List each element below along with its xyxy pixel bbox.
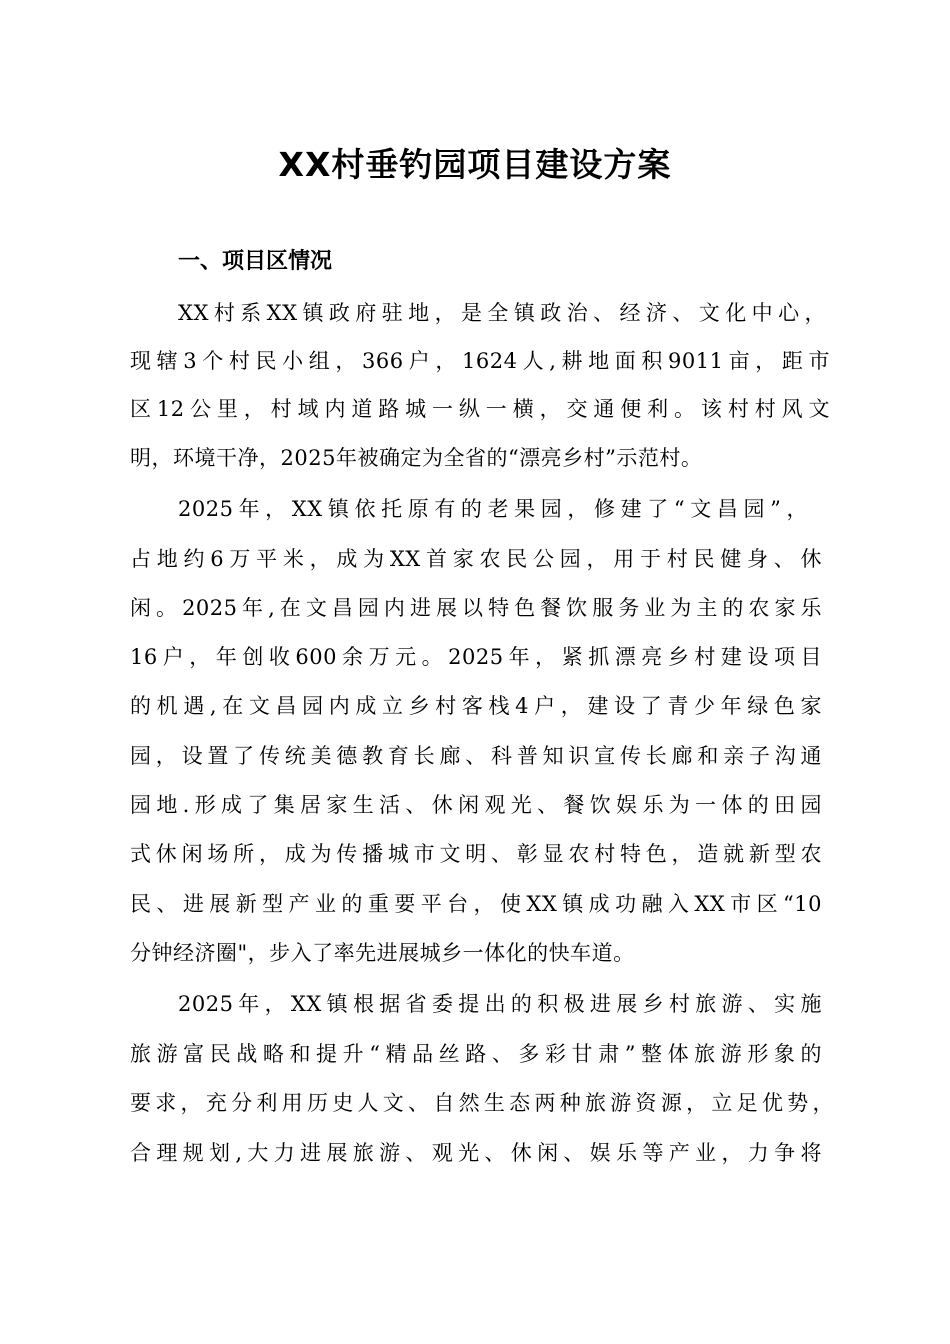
- paragraph-line: 占地约6万平米，成为XX首家农民公园，用于村民健身、休: [130, 547, 822, 571]
- paragraph-line: 的机遇,在文昌园内成立乡村客栈4户，建设了青少年绿色家: [130, 694, 822, 718]
- paragraph-line: XX村系XX镇政府驻地，是全镇政治、经济、文化中心，: [178, 301, 826, 325]
- paragraph-line: 民、进展新型产业的重要平台，使XX镇成功融入XX市区“10: [130, 892, 822, 916]
- paragraph-line: 2025年，XX镇根据省委提出的积极进展乡村旅游、实施: [178, 992, 822, 1016]
- paragraph-line: 旅游富民战略和提升“精品丝路、多彩甘肃”整体旅游形象的: [130, 1042, 822, 1066]
- paragraph-line: 式休闲场所，成为传播城市文明、彰显农村特色，造就新型农: [130, 842, 822, 866]
- paragraph-line: 园，设置了传统美德教育长廊、科普知识宣传长廊和亲子沟通: [130, 744, 822, 768]
- paragraph-line: 园地.形成了集居家生活、休闲观光、餐饮娱乐为一体的田园: [130, 793, 822, 817]
- paragraph-line: 区12公里，村域内道路城一纵一横，交通便利。该村村风文: [130, 397, 830, 421]
- paragraph-line: 分钟经济圈"，步入了率先进展城乡一体化的快车道。: [130, 941, 635, 965]
- document-title: XX村垂钓园项目建设方案: [278, 145, 672, 184]
- paragraph-line: 闲。2025年,在文昌园内进展以特色餐饮服务业为主的农家乐: [130, 596, 822, 620]
- paragraph-line: 2025年，XX镇依托原有的老果园，修建了“文昌园”，: [178, 497, 808, 521]
- paragraph-line: 16户，年创收600余万元。2025年，紧抓漂亮乡村建设项目: [130, 645, 822, 669]
- paragraph-line: 合理规划,大力进展旅游、观光、休闲、娱乐等产业，力争将: [130, 1141, 822, 1165]
- paragraph-line: 现辖3个村民小组，366户，1624人,耕地面积9011亩，距市: [130, 349, 830, 373]
- section-heading: 一、项目区情况: [178, 249, 333, 274]
- paragraph-line: 要求，充分利用历史人文、自然生态两种旅游资源，立足优势，: [130, 1091, 834, 1115]
- paragraph-line: 明，环境干净，2025年被确定为全省的“漂亮乡村”示范村。: [130, 446, 703, 470]
